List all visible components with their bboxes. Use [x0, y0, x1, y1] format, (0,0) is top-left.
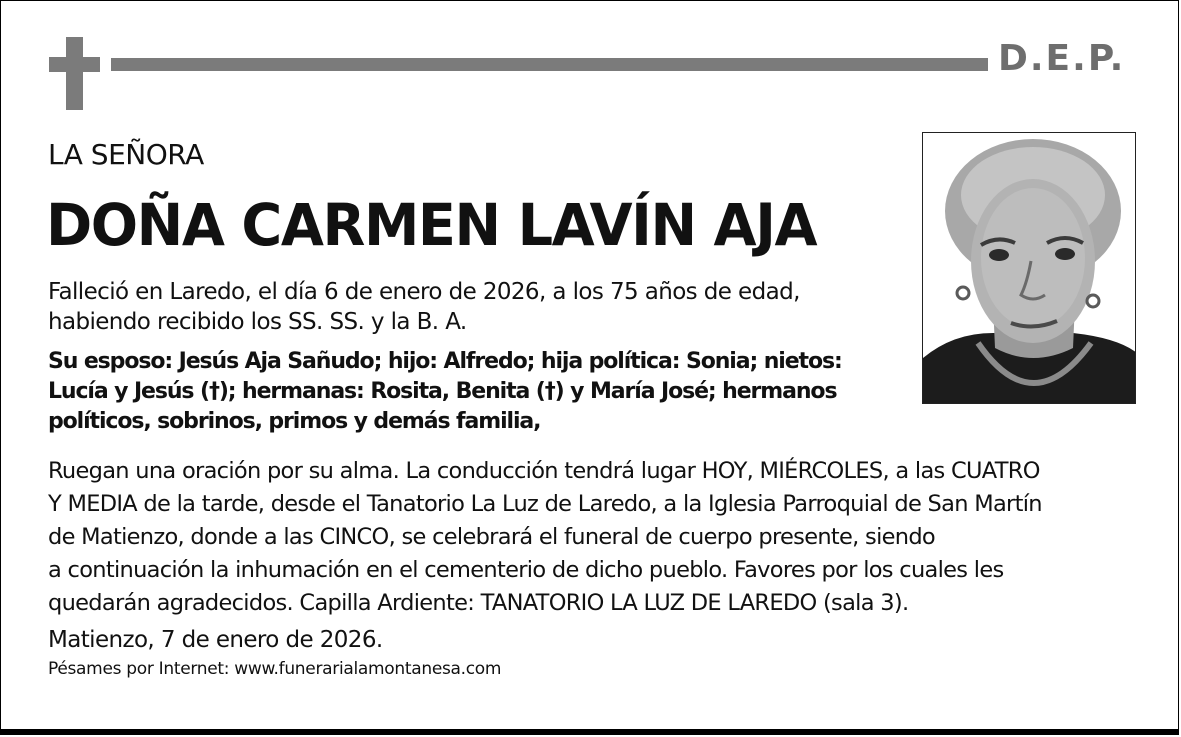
death-line-2: habiendo recibido los SS. SS. y la B. A. — [48, 309, 467, 335]
service-line: Y MEDIA de la tarde, desde el Tanatorio La Luz de Laredo, a la Iglesia Parroquial de San Martín — [48, 491, 1042, 517]
death-details — [48, 277, 800, 337]
deceased-name: DOÑA CARMEN LAVÍN AJA — [46, 191, 817, 259]
header-rule — [111, 58, 988, 71]
service-line: quedarán agradecidos. Capilla Ardiente: TANATORIO LA LUZ DE LAREDO (sala 3). — [48, 590, 909, 616]
title-prefix: LA SEÑORA — [48, 138, 204, 171]
service-line: a continuación la inhumación en el cementerio de dicho pueblo. Favores por los cuales les — [48, 557, 1004, 583]
condolences-line — [48, 656, 501, 682]
death-line-1: Falleció en Laredo, el día 6 de enero de 2026, a los 75 años de edad, — [48, 279, 800, 305]
condolences-label: Pésames por Internet: — [48, 659, 230, 679]
dep-badge: D.E.P. — [998, 38, 1126, 79]
family-list: Su esposo: Jesús Aja Sañudo; hijo: Alfredo; hija política: Sonia; nietos: Lucía y Jesús (†); hermanas: Rosita, Benita (†) y María José; hermanos políticos, sobrinos, primos y demás familia, — [48, 349, 842, 434]
place-date: Matienzo, 7 de enero de 2026. — [48, 627, 383, 653]
portrait-image — [923, 133, 1136, 404]
condolences-link[interactable]: www.funerarialamontanesa.com — [234, 659, 502, 679]
portrait-photo — [922, 132, 1136, 404]
service-line: Ruegan una oración por su alma. La conducción tendrá lugar HOY, MIÉRCOLES, a las CUATRO — [48, 458, 1040, 484]
service-line: de Matienzo, donde a las CINCO, se celebrará el funeral de cuerpo presente, siendo — [48, 524, 935, 550]
service-details — [48, 455, 1148, 620]
